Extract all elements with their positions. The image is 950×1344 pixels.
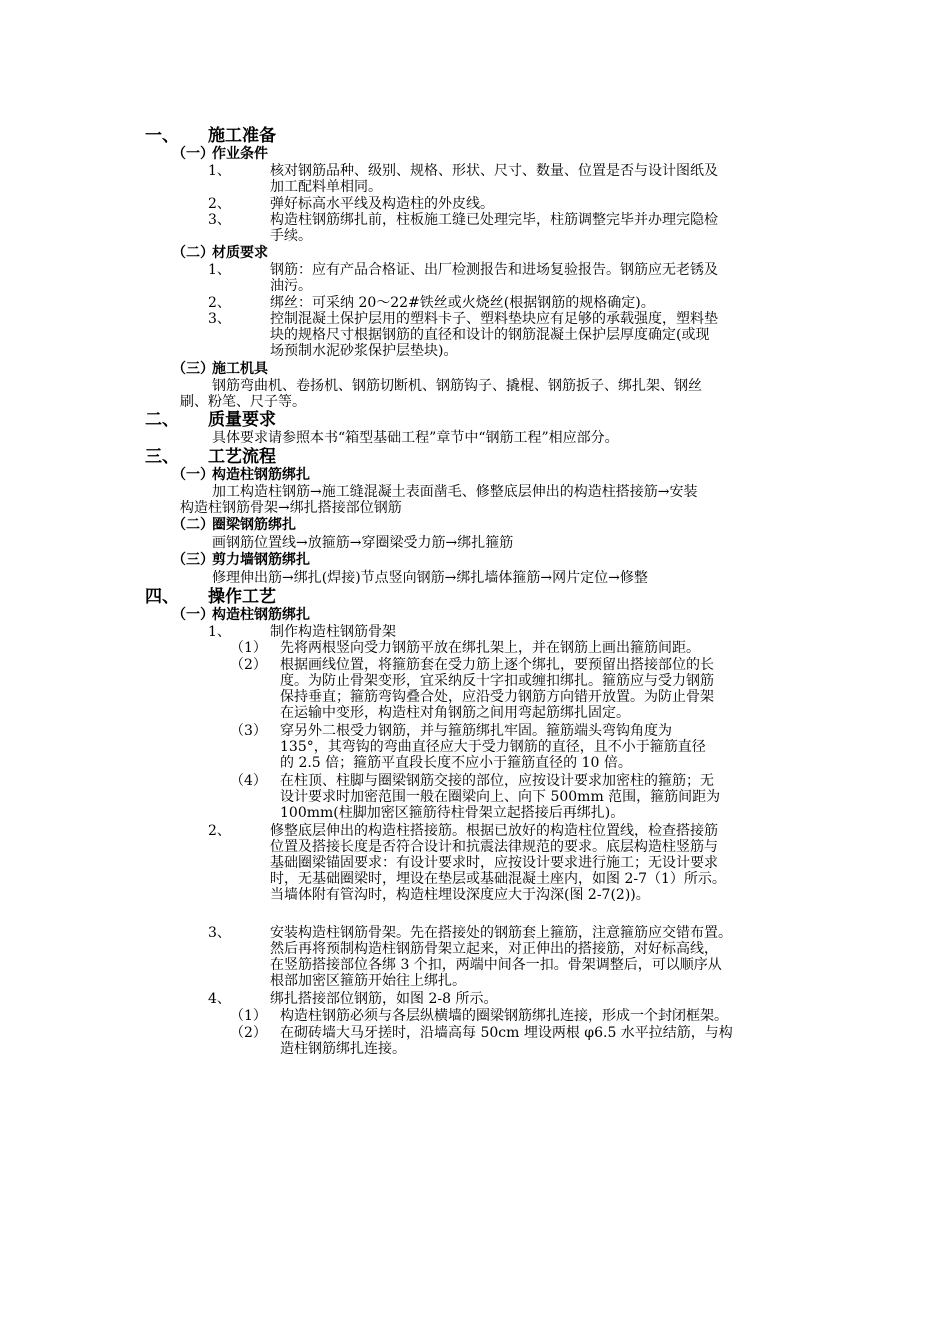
paragraph-line: 画钢筋位置线→放箍筋→穿圈梁受力筋→绑扎箍筋 — [212, 535, 514, 551]
paragraph-line: 绑扎搭接部位钢筋，如图 2-8 所示。 — [270, 991, 498, 1007]
paragraph-line: 然后再将预制构造柱钢筋骨架立起来，对正伸出的搭接筋，对好标高线， — [270, 941, 718, 957]
paragraph-line: 加工配料单相同。 — [270, 179, 382, 195]
subsection-number: （一） — [172, 607, 214, 623]
paragraph-line: 构造柱钢筋绑扎前，柱板施工缝已处理完毕，柱筋调整完毕并办理完隐检 — [270, 212, 718, 228]
paragraph-line: 控制混凝土保护层用的塑料卡子、塑料垫块应有足够的承载强度，塑料垫 — [270, 311, 718, 327]
subsection-title: 构造柱钢筋绑扎 — [212, 467, 310, 483]
paragraph-line: 构造柱钢筋必须与各层纵横墙的圈梁钢筋绑扎连接，形成一个封闭框架。 — [280, 1008, 728, 1024]
item-number: 3、 — [208, 311, 231, 327]
paragraph-line: 核对钢筋品种、级别、规格、形状、尺寸、数量、位置是否与设计图纸及 — [270, 163, 718, 179]
paragraph-line: 在运输中变形，构造柱对角钢筋之间用弯起筋绑扎固定。 — [280, 705, 630, 721]
item-number: 1、 — [208, 262, 231, 278]
paragraph-line: 油污。 — [270, 278, 312, 294]
section-title: 质量要求 — [208, 410, 276, 430]
paragraph-line: 绑丝：可采纳 20～22#铁丝或火烧丝(根据钢筋的规格确定)。 — [270, 295, 655, 311]
sub-item-number: （1） — [230, 640, 267, 656]
subsection-title: 圈梁钢筋绑扎 — [212, 517, 296, 533]
sub-item-number: （1） — [230, 1008, 267, 1024]
paragraph-line: 弹好标高水平线及构造柱的外皮线。 — [270, 196, 494, 212]
paragraph-line: 钢筋弯曲机、卷扬机、钢筋切断机、钢筋钩子、撬棍、钢筋扳子、绑扎架、钢丝 — [212, 378, 702, 394]
item-number: 2、 — [208, 823, 231, 839]
paragraph-line: 根部加密区箍筋开始往上绑扎。 — [270, 973, 466, 989]
item-number: 1、 — [208, 624, 231, 640]
sub-item-number: （4） — [230, 773, 267, 789]
paragraph-line: 根据画线位置，将箍筋套在受力筋上逐个绑扎，要预留出搭接部位的长 — [280, 657, 714, 673]
subsection-title: 作业条件 — [212, 146, 268, 162]
paragraph-line: 在竖筋搭接部位各绑 3 个扣，两端中间各一扣。骨架调整后，可以顺序从 — [270, 957, 722, 973]
subsection-number: （三） — [172, 361, 214, 377]
subsection-title: 剪力墙钢筋绑扎 — [212, 552, 310, 568]
paragraph-line: 手续。 — [270, 228, 312, 244]
paragraph-line: 135°，其弯钩的弯曲直径应大于受力钢筋的直径，且不小于箍筋直径 — [280, 739, 706, 755]
sub-item-number: （2） — [230, 1025, 267, 1041]
paragraph-line: 度。为防止骨架变形，宜采纳反十字扣或缠扣绑扎。箍筋应与受力钢筋 — [280, 673, 714, 689]
paragraph-line: 位置及搭接长度是否符合设计和抗震法律规范的要求。底层构造柱竖筋与 — [270, 839, 718, 855]
paragraph-line: 制作构造柱钢筋骨架 — [270, 624, 396, 640]
item-number: 2、 — [208, 295, 231, 311]
subsection-title: 材质要求 — [212, 245, 268, 261]
paragraph-line: 设计要求时加密范围一般在圈梁向上、向下 500mm 范围，箍筋间距为 — [280, 789, 721, 805]
paragraph-line: 100mm(柱脚加密区箍筋待柱骨架立起搭接后再绑扎)。 — [280, 805, 625, 821]
paragraph-line: 时，无基础圈梁时，埋设在垫层或基础混凝土座内，如图 2-7（1）所示。 — [270, 871, 726, 887]
item-number: 1、 — [208, 163, 231, 179]
item-number: 3、 — [208, 925, 231, 941]
subsection-number: （二） — [172, 245, 214, 261]
subsection-title: 施工机具 — [212, 361, 268, 377]
paragraph-line: 保持垂直；箍筋弯钩叠合处，应沿受力钢筋方向错开放置。为防止骨架 — [280, 689, 714, 705]
sub-item-number: （2） — [230, 657, 267, 673]
section-title: 施工准备 — [208, 126, 276, 146]
section-number: 三、 — [145, 447, 179, 467]
paragraph-line: 安装构造柱钢筋骨架。先在搭接处的钢筋套上箍筋，注意箍筋应交错布置。 — [270, 925, 732, 941]
paragraph-line: 基础圈梁锚固要求：有设计要求时，应按设计要求进行施工；无设计要求 — [270, 855, 718, 871]
paragraph-line: 钢筋：应有产品合格证、出厂检测报告和进场复验报告。钢筋应无老锈及 — [270, 262, 718, 278]
paragraph-line: 构造柱钢筋骨架→绑扎搭接部位钢筋 — [180, 500, 402, 516]
subsection-number: （一） — [172, 146, 214, 162]
item-number: 2、 — [208, 196, 231, 212]
item-number: 3、 — [208, 212, 231, 228]
paragraph-line: 在柱顶、柱脚与圈梁钢筋交接的部位，应按设计要求加密柱的箍筋；无 — [280, 773, 714, 789]
paragraph-line: 具体要求请参照本书“箱型基础工程”章节中“钢筋工程”相应部分。 — [212, 430, 619, 446]
paragraph-line: 当墙体附有管沟时，构造柱埋设深度应大于沟深(图 2-7(2))。 — [270, 887, 650, 903]
item-number: 4、 — [208, 991, 231, 1007]
section-title: 工艺流程 — [208, 447, 276, 467]
paragraph-line: 修整底层伸出的构造柱搭接筋。根据已放好的构造柱位置线，检查搭接筋 — [270, 823, 718, 839]
paragraph-line: 造柱钢筋绑扎连接。 — [280, 1041, 406, 1057]
sub-item-number: （3） — [230, 723, 267, 739]
paragraph-line: 在砌砖墙大马牙搓时，沿墙高每 50cm 埋设两根 φ6.5 水平拉结筋，与构 — [280, 1025, 733, 1041]
paragraph-line: 穿另外二根受力钢筋，并与箍筋绑扎牢固。箍筋端头弯钩角度为 — [280, 723, 672, 739]
subsection-number: （三） — [172, 552, 214, 568]
subsection-title: 构造柱钢筋绑扎 — [212, 607, 310, 623]
paragraph-line: 刷、粉笔、尺子等。 — [180, 394, 306, 410]
paragraph-line: 先将两根竖向受力钢筋平放在绑扎架上，并在钢筋上画出箍筋间距。 — [280, 640, 700, 656]
paragraph-line: 块的规格尺寸根据钢筋的直径和设计的钢筋混凝土保护层厚度确定(或现 — [270, 327, 710, 343]
section-number: 二、 — [145, 410, 179, 430]
section-number: 一、 — [145, 126, 179, 146]
section-title: 操作工艺 — [208, 587, 276, 607]
subsection-number: （二） — [172, 517, 214, 533]
section-number: 四、 — [145, 587, 179, 607]
paragraph-line: 修理伸出筋→绑扎(焊接)节点竖向钢筋→绑扎墙体箍筋→网片定位→修整 — [212, 570, 648, 586]
paragraph-line: 加工构造柱钢筋→施工缝混凝土表面凿毛、修整底层伸出的构造柱搭接筋→安装 — [212, 484, 698, 500]
paragraph-line: 的 2.5 倍；箍筋平直段长度不应小于箍筋直径的 10 倍。 — [280, 755, 632, 771]
paragraph-line: 场预制水泥砂浆保护层垫块)。 — [270, 343, 458, 359]
subsection-number: （一） — [172, 467, 214, 483]
